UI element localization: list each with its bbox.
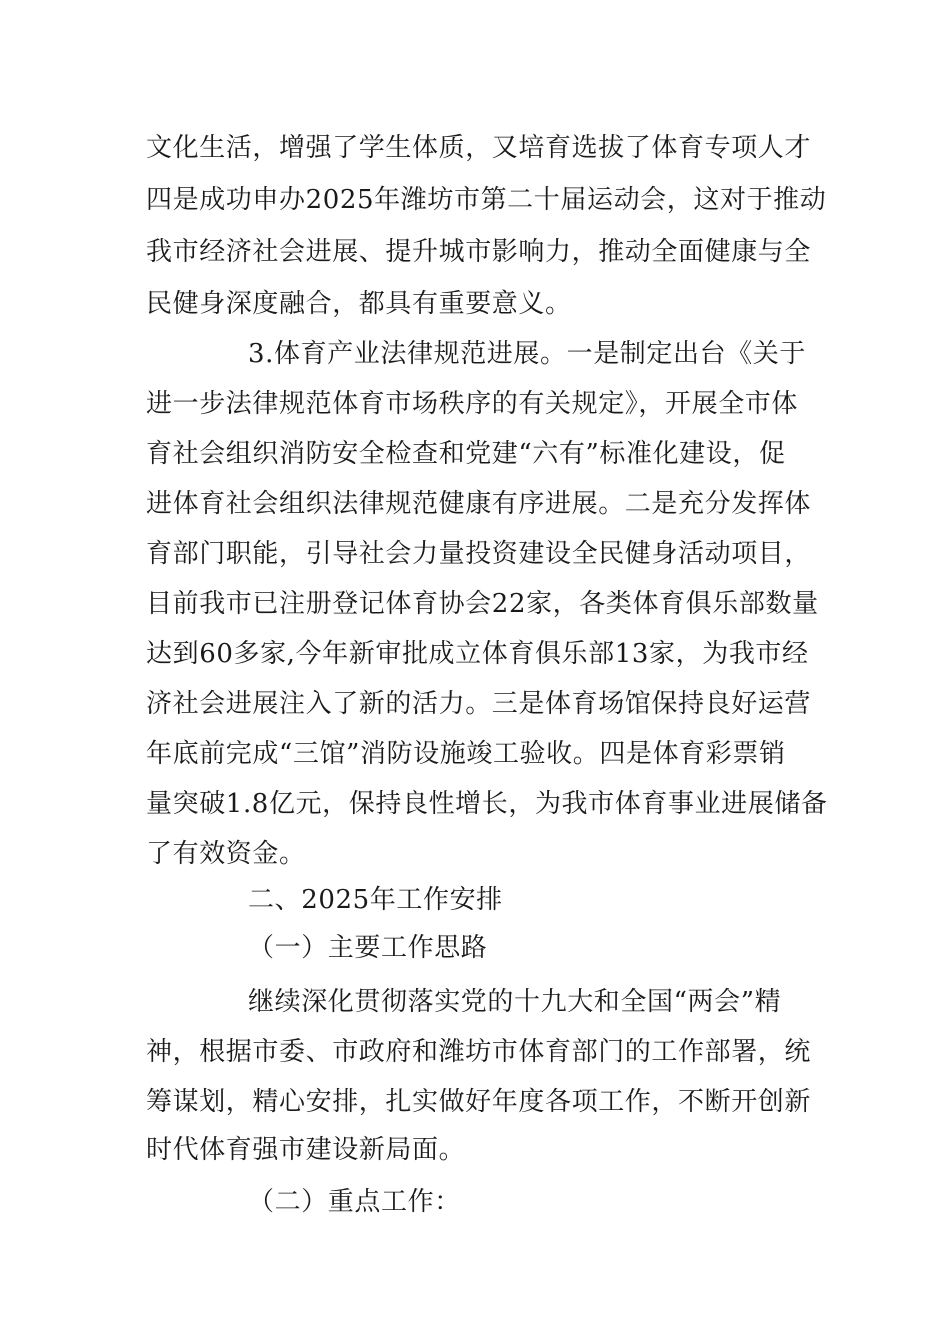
subsection-heading: （二）重点工作： — [248, 1187, 461, 1217]
paragraph-line: 济社会进展注入了新的活力。三是体育场馆保持良好运营 — [146, 689, 812, 719]
paragraph-line: 筹谋划，精心安排，扎实做好年度各项工作，不断开创新 — [146, 1087, 812, 1117]
paragraph-line: 了有效资金。 — [146, 839, 306, 869]
section-heading-line: 3.体育产业法律规范进展。一是制定出台《关于 — [248, 339, 807, 369]
paragraph-line: 达到60多家,今年新审批成立体育俱乐部13家，为我市经 — [146, 639, 809, 669]
paragraph-line: 量突破1.8亿元，保持良性增长，为我市体育事业进展储备 — [146, 789, 828, 819]
paragraph-line: 继续深化贯彻落实党的十九大和全国“两会”精 — [248, 987, 782, 1017]
paragraph-line: 我市经济社会进展、提升城市影响力，推动全面健康与全 — [146, 237, 812, 267]
paragraph-line: 文化生活，增强了学生体质，又培育选拔了体育专项人才 — [146, 133, 812, 163]
paragraph-line: 民健身深度融合，都具有重要意义。 — [146, 289, 572, 319]
paragraph-line: 目前我市已注册登记体育协会22家，各类体育俱乐部数量 — [146, 589, 819, 619]
paragraph-line: 进体育社会组织法律规范健康有序进展。二是充分发挥体 — [146, 489, 812, 519]
section-heading: 二、2025年工作安排 — [248, 885, 503, 915]
paragraph-line: 年底前完成“三馆”消防设施竣工验收。四是体育彩票销 — [146, 739, 786, 769]
paragraph-line: 四是成功申办2025年潍坊市第二十届运动会，这对于推动 — [146, 185, 827, 215]
paragraph-line: 进一步法律规范体育市场秩序的有关规定》，开展全市体 — [146, 389, 799, 419]
subsection-heading: （一）主要工作思路 — [248, 933, 488, 963]
paragraph-line: 神，根据市委、市政府和潍坊市体育部门的工作部署，统 — [146, 1037, 812, 1067]
paragraph-line: 育部门职能，引导社会力量投资建设全民健身活动项目， — [146, 539, 812, 569]
paragraph-line: 育社会组织消防安全检查和党建“六有”标准化建设，促 — [146, 439, 786, 469]
paragraph-line: 时代体育强市建设新局面。 — [146, 1135, 466, 1165]
